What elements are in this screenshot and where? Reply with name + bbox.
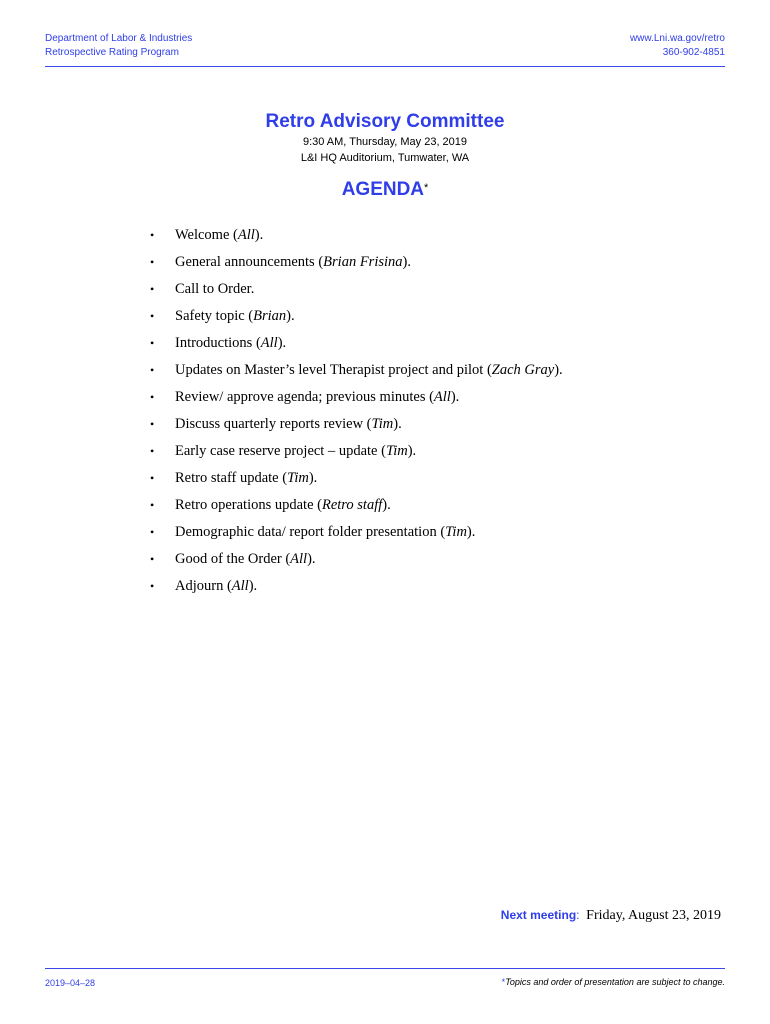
agenda-item xyxy=(146,331,563,358)
next-meeting-label: Next meeting xyxy=(500,908,577,922)
agenda-item-presenter: All xyxy=(231,578,249,594)
agenda-item-text: Early case reserve project – update ( xyxy=(175,443,386,459)
title-block xyxy=(0,110,770,202)
footnote-marker: * xyxy=(424,182,429,194)
document-title: Retro Advisory Committee xyxy=(265,111,505,132)
bullet-icon: • xyxy=(150,336,155,350)
agenda-item xyxy=(146,412,563,439)
bullet-icon: • xyxy=(150,471,155,485)
agenda-item-closing: ). xyxy=(277,335,287,351)
next-meeting-date: Friday, August 23, 2019 xyxy=(586,908,721,923)
agenda-item-presenter: Zach Gray xyxy=(491,362,555,378)
agenda-item-closing: ). xyxy=(382,497,391,513)
agenda-item-closing: ). xyxy=(286,308,295,324)
footer-divider xyxy=(45,968,725,969)
agenda-item-text: Introductions ( xyxy=(175,335,261,351)
agenda-item-text: Good of the Order ( xyxy=(175,551,291,567)
header-org xyxy=(45,32,192,60)
agenda-item-closing: ). xyxy=(402,254,411,270)
agenda-item-text: Demographic data/ report folder presentation ( xyxy=(175,524,446,540)
agenda-item xyxy=(146,574,563,601)
agenda-item xyxy=(146,466,563,493)
agenda-item xyxy=(146,385,563,412)
header-divider xyxy=(45,66,725,67)
program-name: Retrospective Rating Program xyxy=(45,47,179,58)
agenda-item xyxy=(146,277,563,304)
bullet-icon: • xyxy=(150,444,155,458)
bullet-icon: • xyxy=(150,498,155,512)
agenda-item xyxy=(146,223,563,250)
agenda-item-text: Updates on Master’s level Therapist project and pilot ( xyxy=(175,362,492,378)
agenda-item-text: Welcome ( xyxy=(175,227,238,243)
agenda-item-closing: ). xyxy=(393,416,402,432)
agenda-item xyxy=(146,493,563,520)
bullet-icon: • xyxy=(150,255,155,269)
agenda-item-closing: ). xyxy=(466,524,476,540)
agenda-item-text: Call to Order. xyxy=(175,281,255,297)
agenda-item-presenter: Tim xyxy=(445,524,467,540)
bullet-icon: • xyxy=(150,363,155,377)
page-header xyxy=(45,32,725,68)
bullet-icon: • xyxy=(150,228,155,242)
agenda-list xyxy=(146,223,563,601)
agenda-item-text: Discuss quarterly reports review ( xyxy=(175,416,372,432)
agenda-item xyxy=(146,250,563,277)
agenda-item xyxy=(146,439,563,466)
agenda-item-closing: ). xyxy=(554,362,563,378)
agenda-item-text: Adjourn ( xyxy=(175,578,232,594)
agenda-item-closing: ). xyxy=(308,470,318,486)
agenda-item-text: Review/ approve agenda; previous minutes ( xyxy=(175,389,434,405)
agenda-item-text: Safety topic ( xyxy=(175,308,254,324)
phone-number: 360-902-4851 xyxy=(662,47,725,58)
bullet-icon: • xyxy=(150,282,155,296)
agenda-item-closing: ). xyxy=(450,389,460,405)
meeting-datetime: 9:30 AM, Thursday, May 23, 2019 xyxy=(302,136,468,148)
agenda-heading xyxy=(0,178,770,202)
bullet-icon: • xyxy=(150,390,155,404)
footnote-marker: * xyxy=(501,977,506,987)
next-meeting xyxy=(501,906,721,925)
agenda-item xyxy=(146,547,563,574)
website-link[interactable]: www.Lni.wa.gov/retro xyxy=(629,33,725,44)
agenda-item-presenter: Tim xyxy=(385,443,408,459)
bullet-icon: • xyxy=(150,309,155,323)
agenda-item-presenter: Brian xyxy=(253,308,287,324)
agenda-item-presenter: Tim xyxy=(287,470,309,486)
agenda-item-presenter: All xyxy=(290,551,308,567)
agenda-item-closing: ). xyxy=(254,227,264,243)
org-name: Department of Labor & Industries xyxy=(45,33,193,44)
footnote-text: Topics and order of presentation are subject to change. xyxy=(505,977,725,987)
agenda-item-presenter: Tim xyxy=(371,416,394,432)
agenda-item-presenter: Retro staff xyxy=(321,497,383,513)
footer-date: 2019–04–28 xyxy=(45,978,96,988)
agenda-item-closing: ). xyxy=(407,443,417,459)
agenda-item-presenter: Brian Frisina xyxy=(323,254,403,270)
agenda-item-closing: ). xyxy=(307,551,316,567)
bullet-icon: • xyxy=(150,579,155,593)
bullet-icon: • xyxy=(150,525,155,539)
agenda-item xyxy=(146,520,563,547)
agenda-item-presenter: All xyxy=(237,227,255,243)
footer-note xyxy=(502,977,725,987)
header-contact xyxy=(630,32,725,60)
bullet-icon: • xyxy=(150,552,155,566)
next-meeting-colon: : xyxy=(576,908,580,922)
bullet-icon: • xyxy=(150,417,155,431)
agenda-item-text: Retro staff update ( xyxy=(175,470,288,486)
agenda-item-closing: ). xyxy=(248,578,258,594)
meeting-location: L&I HQ Auditorium, Tumwater, WA xyxy=(300,152,470,164)
agenda-item-text: General announcements ( xyxy=(175,254,324,270)
agenda-item-presenter: All xyxy=(433,389,451,405)
agenda-item xyxy=(146,304,563,331)
agenda-heading-text: AGENDA xyxy=(341,179,425,200)
agenda-item xyxy=(146,358,563,385)
agenda-item-presenter: All xyxy=(260,335,278,351)
agenda-item-text: Retro operations update ( xyxy=(175,497,322,513)
